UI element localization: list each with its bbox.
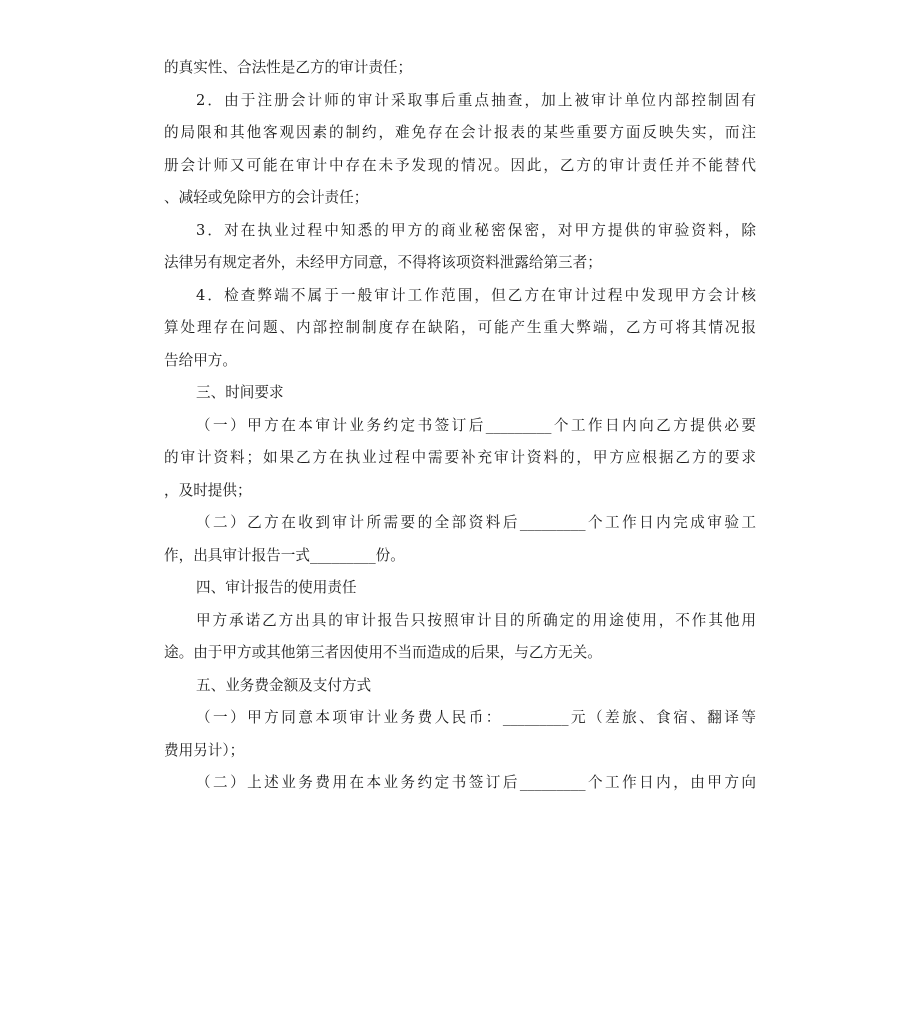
paragraph-line: 途。由于甲方或其他第三者因使用不当而造成的后果，与乙方无关。 [164,644,602,661]
paragraph-line: 甲方承诺乙方出具的审计报告只按照审计目的所确定的用途使用，不作其他用 [196,611,756,629]
paragraph-line: （二）上述业务费用在本业务约定书签订后_________个工作日内，由甲方向 [196,774,756,791]
paragraph-line: （一）甲方在本审计业务约定书签订后_________个工作日内向乙方提供必要 [196,416,756,434]
section-heading: 四、审计报告的使用责任 [196,579,357,596]
paragraph-line: 2．由于注册会计师的审计采取事后重点抽查，加上被审计单位内部控制固有 [196,91,756,109]
paragraph-line: 法律另有规定者外，未经甲方同意，不得将该项资料泄露给第三者； [164,254,602,271]
paragraph-line: 的真实性、合法性是乙方的审计责任； [164,59,413,76]
paragraph-line: 算处理存在问题、内部控制制度存在缺陷，可能产生重大弊端，乙方可将其情况报 [164,319,756,336]
section-heading: 三、时间要求 [196,384,284,401]
paragraph-line: （一）甲方同意本项审计业务费人民币：_________元（差旅、食宿、翻译等 [196,709,756,726]
paragraph-line: 的局限和其他客观因素的制约，难免存在会计报表的某些重要方面反映失实，而注 [164,124,756,141]
paragraph-line: 作，出具审计报告一式_________份。 [164,546,405,564]
paragraph-line: （二）乙方在收到审计所需要的全部资料后_________个工作日内完成审验工 [196,514,756,531]
paragraph-line: 、减轻或免除甲方的会计责任； [164,189,369,206]
paragraph-line: 告给甲方。 [164,351,237,369]
paragraph-line: 费用另计）； [164,741,245,759]
paragraph-line: 的审计资料；如果乙方在执业过程中需要补充审计资料的，甲方应根据乙方的要求 [164,449,756,466]
document-body [164,52,756,800]
section-heading: 五、业务费金额及支付方式 [196,676,372,694]
paragraph-line: 3．对在执业过程中知悉的甲方的商业秘密保密，对甲方提供的审验资料，除 [196,221,756,239]
paragraph-line: 4．检查弊端不属于一般审计工作范围，但乙方在审计过程中发现甲方会计核 [196,286,756,304]
paragraph-line: 册会计师又可能在审计中存在未予发现的情况。因此，乙方的审计责任并不能替代 [164,156,756,174]
paragraph-line: ，及时提供； [164,481,252,499]
